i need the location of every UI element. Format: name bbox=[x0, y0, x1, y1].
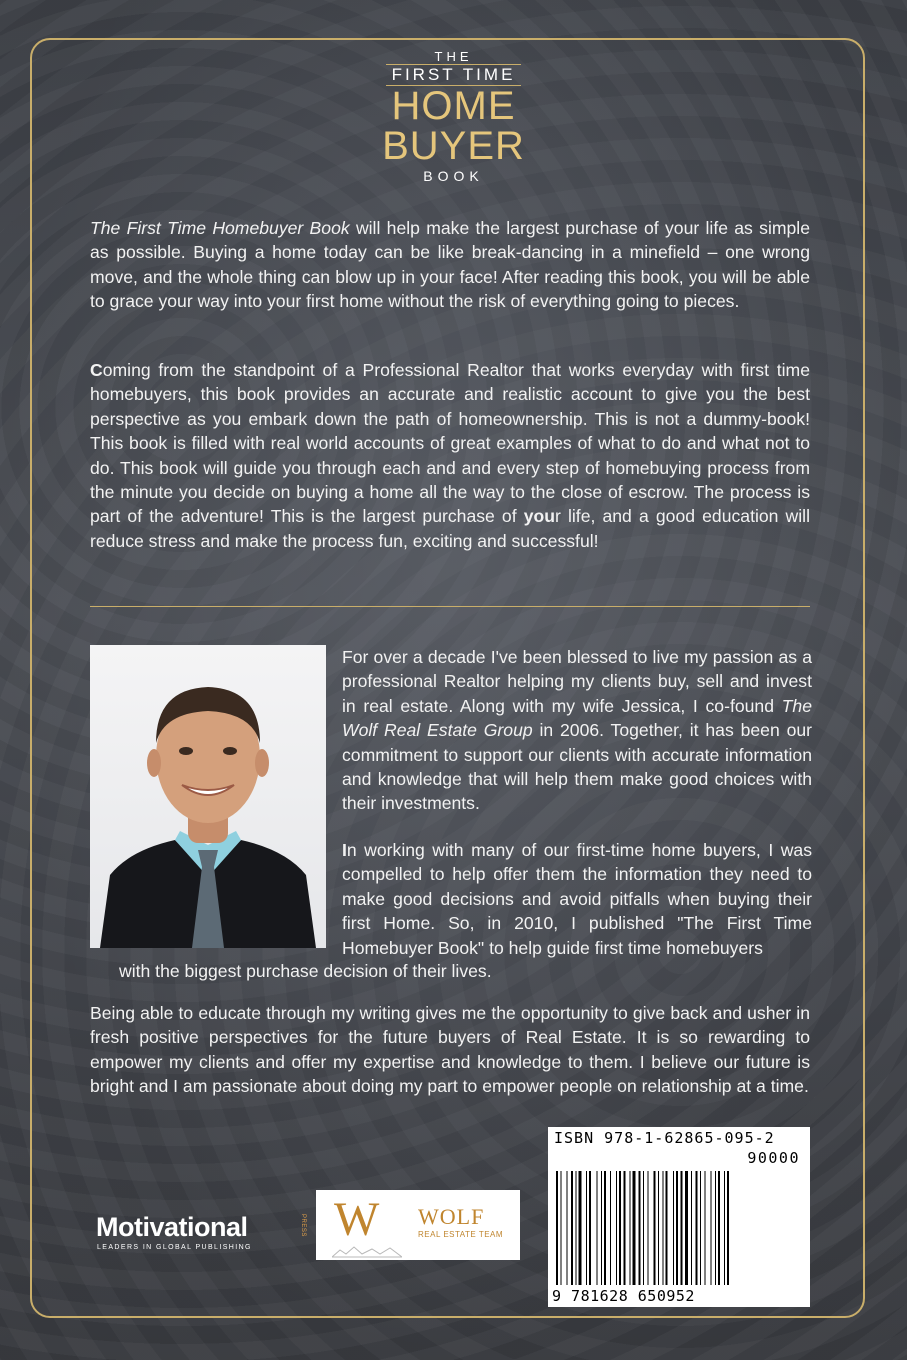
barcode-bar bbox=[718, 1171, 720, 1285]
barcode-bar bbox=[711, 1171, 712, 1285]
barcode-bar bbox=[691, 1171, 692, 1285]
author-drop-cap: I bbox=[342, 840, 347, 860]
barcode-bar bbox=[589, 1171, 591, 1285]
barcode-bar bbox=[654, 1171, 656, 1285]
author-bio-b: in 2006. Together, it has been our commitment to support our clients with accurate information and knowledge that will help them make good choices with their investments. bbox=[342, 720, 812, 814]
barcode-bar bbox=[673, 1171, 674, 1285]
barcode-bar bbox=[604, 1171, 606, 1285]
publisher-tagline: LEADERS IN GLOBAL PUBLISHING bbox=[97, 1244, 252, 1251]
barcode-bar bbox=[576, 1171, 577, 1285]
barcode-bar bbox=[666, 1171, 668, 1285]
price-code: 90000 bbox=[747, 1149, 800, 1167]
wolf-real-estate-logo bbox=[316, 1190, 520, 1260]
isbn-barcode bbox=[548, 1127, 810, 1307]
barcode-bar bbox=[586, 1171, 587, 1285]
barcode-bar bbox=[597, 1171, 598, 1285]
barcode-bar bbox=[601, 1171, 602, 1285]
description-text-b: r life, and a good education will reduce stress and make the process fun, exciting and successful! bbox=[90, 506, 810, 551]
barcode-bar bbox=[619, 1171, 621, 1285]
author-photo bbox=[90, 645, 326, 948]
title-first-time: FIRST TIME bbox=[386, 64, 522, 86]
barcode-bar bbox=[727, 1171, 729, 1285]
book-title bbox=[0, 50, 907, 184]
wolf-mark: W bbox=[334, 1193, 380, 1246]
barcode-bar bbox=[648, 1171, 649, 1285]
closing-paragraph: Being able to educate through my writing gives me the opportunity to give back and usher in fresh positive perspectives for the future buyers of Real Estate. It is so rewarding to empower my clients and offer my expertise and knowledge to them. I believe our future is bright and I am passionate about doing my part to empower people on relationship at a time. bbox=[90, 1003, 810, 1097]
barcode-bar bbox=[630, 1171, 631, 1285]
barcode-bar bbox=[658, 1171, 659, 1285]
barcode-bar bbox=[561, 1171, 562, 1285]
title-book: BOOK bbox=[423, 168, 484, 184]
barcode-bar bbox=[639, 1171, 641, 1285]
author-bio2-text: n working with many of our first-time home buyers, I was compelled to help offer them the information they need to make good decisions and avoid pitfalls when buying their first Home. So, in 2010, I published "The First Time Homebuyer Book" to help guide first time homebuyers bbox=[342, 840, 812, 958]
skyline-icon bbox=[332, 1244, 402, 1258]
description-bold-word: you bbox=[523, 506, 556, 527]
barcode-bar bbox=[663, 1171, 664, 1285]
motivational-press-logo bbox=[96, 1208, 306, 1260]
author-portrait-illustration bbox=[90, 645, 326, 948]
section-divider bbox=[90, 606, 810, 607]
intro-paragraph bbox=[90, 216, 810, 314]
publisher-press: PRESS bbox=[300, 1214, 306, 1237]
barcode-bar bbox=[571, 1171, 573, 1285]
description-paragraph bbox=[90, 358, 810, 553]
barcode-bar bbox=[556, 1171, 558, 1285]
author-bio2-end: with the biggest purchase decision of their lives. bbox=[119, 961, 492, 981]
barcode-bar bbox=[579, 1171, 582, 1285]
description-drop-cap: C bbox=[90, 360, 103, 380]
publisher-name: Motivational bbox=[96, 1212, 248, 1242]
barcode-bar bbox=[685, 1171, 688, 1285]
isbn-text: ISBN 978-1-62865-095-2 bbox=[554, 1129, 775, 1147]
intro-book-name: The First Time Homebuyer Book bbox=[90, 218, 350, 238]
barcode-bars bbox=[548, 1127, 810, 1307]
barcode-bar bbox=[610, 1171, 611, 1285]
barcode-number: 9 781628 650952 bbox=[552, 1287, 695, 1305]
barcode-bar bbox=[681, 1171, 683, 1285]
barcode-bar bbox=[616, 1171, 617, 1285]
barcode-bar bbox=[705, 1171, 706, 1285]
barcode-bar bbox=[715, 1171, 716, 1285]
title-buyer: BUYER bbox=[382, 124, 525, 168]
barcode-bar bbox=[643, 1171, 644, 1285]
author-company: The Wolf Real Estate Group bbox=[342, 695, 812, 741]
wolf-name: WOLF bbox=[418, 1204, 485, 1229]
wolf-tagline: REAL ESTATE TEAM bbox=[418, 1230, 504, 1239]
barcode-bar bbox=[624, 1171, 626, 1285]
barcode-bar bbox=[633, 1171, 636, 1285]
barcode-bar bbox=[700, 1171, 701, 1285]
author-bio2-paragraph bbox=[342, 838, 812, 960]
barcode-bar bbox=[567, 1171, 568, 1285]
author-bio-a: For over a decade I've been blessed to live my passion as a professional Realtor helping my clients buy, sell and invest in real estate. Along with my wife Jessica, I co-found bbox=[342, 647, 812, 716]
barcode-bar bbox=[696, 1171, 698, 1285]
barcode-bar bbox=[724, 1171, 725, 1285]
intro-text: will help make the largest purchase of your life as simple as possible. Buying a home today can be like break-dancing in a minefield – one wrong move, and the whole thing can blow up in your face! After reading this book, you will be able to grace your way into your first home without the risk of everything going to pieces. bbox=[90, 218, 810, 312]
title-the: THE bbox=[434, 49, 473, 64]
title-home: HOME bbox=[391, 84, 516, 128]
description-text-a: oming from the standpoint of a Professional Realtor that works everyday with first time homebuyers, this book provides an accurate and realistic account to give you the best perspective as you embark down the path of homeownership. This is not a dummy-book! This book is filled with real world accounts of great examples of what to do and what not to do. This book will guide you through each and and every step of homebuying process from the minute you decide on buying a home all the way to the close of escrow. The process is part of the adventure! This is the largest purchase of bbox=[90, 360, 810, 527]
author-bio-paragraph bbox=[342, 645, 812, 816]
barcode-bar bbox=[676, 1171, 678, 1285]
